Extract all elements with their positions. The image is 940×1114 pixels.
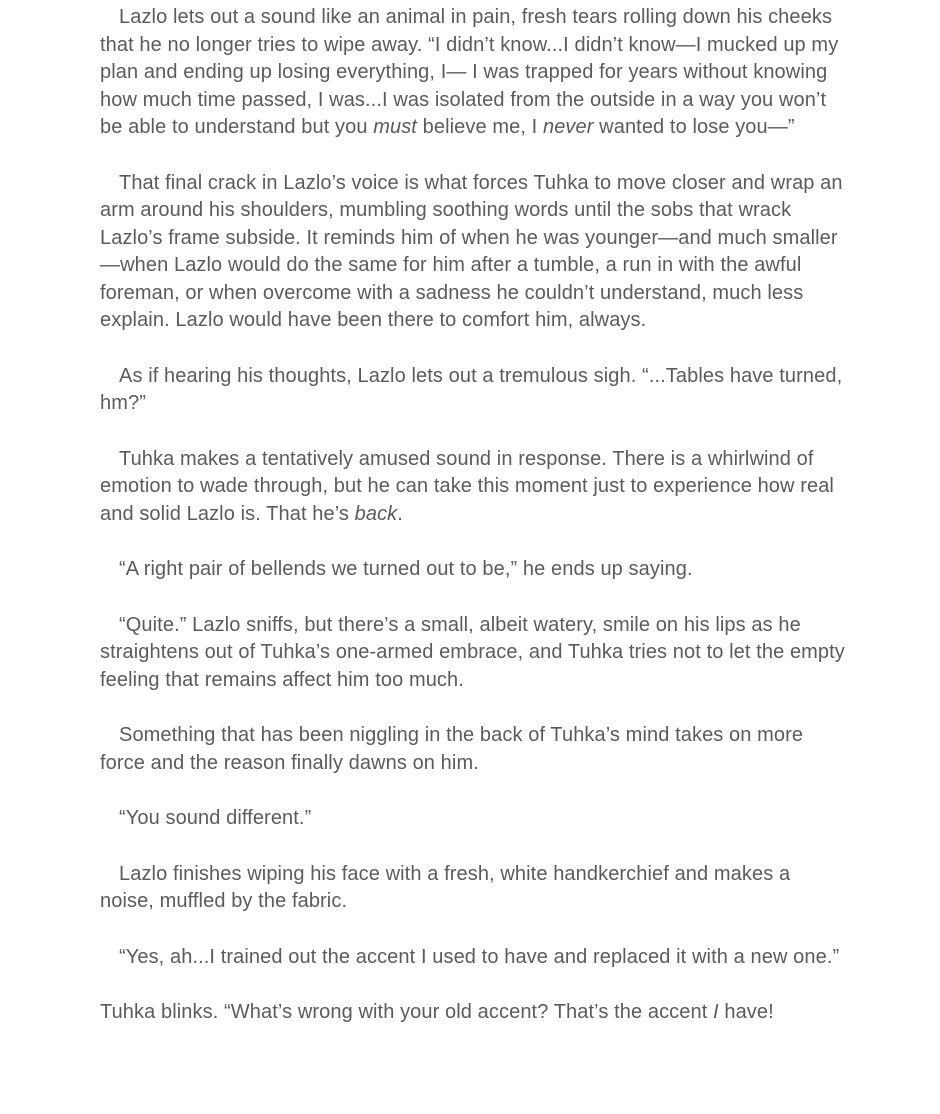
paragraph <box>100 4 845 142</box>
paragraph <box>100 170 845 335</box>
text-run: “Quite.” Lazlo sniffs, but there’s a small, albeit watery, smile on his lips as he straightens out of Tuhka’s one-armed embrace, and Tuhka tries not to let the empty feeling that remains affect him too much. <box>100 613 845 691</box>
paragraph <box>100 999 845 1027</box>
italic-text-run: I <box>713 1001 719 1023</box>
text-run: That final crack in Lazlo’s voice is what forces Tuhka to move closer and wrap an arm around his shoulders, mumbling soothing words until the sobs that wrack Lazlo’s frame subside. It reminds him of when he was younger—and much smaller—when Lazlo would do the same for him after a tumble, a run in with the awful foreman, or when overcome with a sadness he couldn’t understand, much less explain. Lazlo would have been there to comfort him, always. <box>100 171 843 331</box>
paragraph <box>100 722 845 777</box>
italic-text-run: back <box>354 502 398 525</box>
paragraph <box>100 446 845 529</box>
text-run: Lazlo lets out a sound like an animal in pain, fresh tears rolling down his cheeks that he no longer tries to wipe away. “I didn’t know...I didn’t know—I mucked up my plan and ending up losing everything, I— I was trapped for years without knowing how much time passed, I was...I was isolated from the outside in a way you won’t be able to understand but you <box>100 6 839 138</box>
text-run: have! <box>718 1001 774 1023</box>
text-run: “Yes, ah...I trained out the accent I used to have and replaced it with a new one.” <box>119 945 840 968</box>
paragraph <box>100 363 845 418</box>
text-run: “A right pair of bellends we turned out to be,” he ends up saying. <box>119 558 693 580</box>
italic-text-run: never <box>542 116 594 138</box>
paragraph <box>100 805 845 833</box>
paragraph <box>100 612 845 695</box>
paragraph <box>100 861 845 916</box>
text-run: believe me, I <box>416 116 543 138</box>
paragraph <box>100 944 845 972</box>
text-run: “You sound different.” <box>119 807 312 829</box>
text-run: Tuhka makes a tentatively amused sound in response. There is a whirlwind of emotion to wade through, but he can take this moment just to experience how real and solid Lazlo is. That he’s <box>100 447 834 525</box>
paragraph <box>100 556 845 584</box>
text-run: . <box>397 502 403 525</box>
text-run: wanted to lose you—” <box>593 116 795 138</box>
text-run: Something that has been niggling in the back of Tuhka’s mind takes on more force and the reason finally dawns on him. <box>100 724 804 774</box>
text-run: As if hearing his thoughts, Lazlo lets out a tremulous sigh. “...Tables have turned, hm?” <box>100 364 843 414</box>
text-run: Tuhka blinks. “What’s wrong with your old accent? That’s the accent <box>100 1001 714 1023</box>
italic-text-run: must <box>373 116 417 138</box>
text-run: Lazlo finishes wiping his face with a fresh, white handkerchief and makes a noise, muffled by the fabric. <box>100 862 791 912</box>
